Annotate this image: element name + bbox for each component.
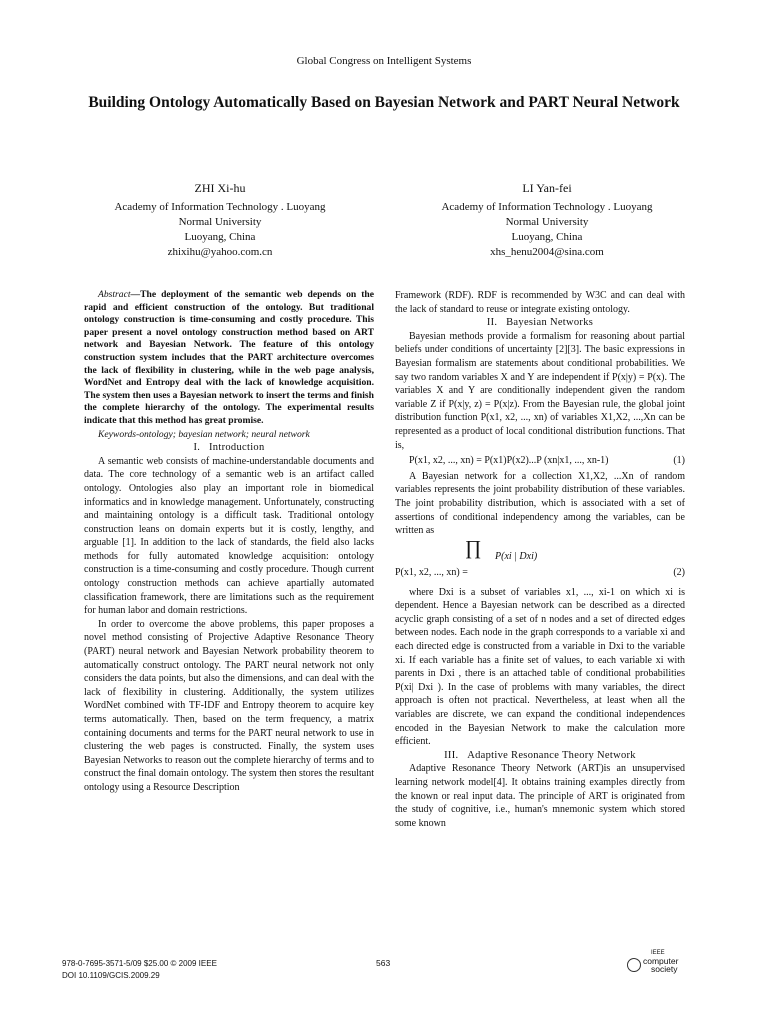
logo-text: computer society	[643, 956, 679, 974]
equation-2	[395, 536, 685, 582]
section-heading-introduction: I. Introduction	[193, 442, 265, 454]
right-column	[395, 289, 685, 830]
section-heading-bayesian: II. Bayesian Networks	[486, 317, 594, 329]
product-symbol: ∏	[465, 536, 482, 559]
author-affiliation: Academy of Information Technology . Luoyang	[441, 201, 653, 213]
author-city: Luoyang, China	[184, 231, 256, 243]
doi-line: DOI 10.1109/GCIS.2009.29	[62, 971, 160, 980]
abstract-label: Abstract	[98, 289, 131, 300]
equation-2-number: (2)	[673, 566, 685, 578]
paper-title: Building Ontology Automatically Based on Bayesian Network and PART Neural Network	[88, 94, 680, 111]
logo-ieee-text: IEEE	[651, 950, 665, 956]
author-email: zhixihu@yahoo.com.cn	[167, 246, 273, 258]
author-email: xhs_henu2004@sina.com	[490, 246, 604, 258]
equation-2-term: P(xi | Dxi)	[495, 550, 538, 562]
ieee-computer-society-logo	[625, 950, 695, 982]
bayes-paragraph-1: Bayesian methods provide a formalism for reasoning about partial beliefs under conditions of uncertainty [2][3]. The basic expressions in Bayesian formalism are statements about conditional probabilities. We say two random variables X and Y are independent if P(x|y) = P(x). The variables X and Y are conditionally independent given the random variable Z if P(x|y, z) = P(x|z). From the Bayesian rule, the global joint distribution function P(x1, x2, ..., xn) of variables X1,X2, ...,Xn can be represented as a product of local conditional distribution functions. That is,	[395, 330, 685, 451]
art-paragraph-1: Adaptive Resonance Theory Network (ART)is an unsupervised learning network model[4]. It obtains training examples directly from the known or real input data. The principle of ART is originated from the study of cognitive, i.e., human's mnemonic system which stored some known	[395, 763, 685, 829]
author-affiliation-2: Normal University	[178, 216, 262, 228]
bayes-paragraph-2: A Bayesian network for a collection X1,X2, ...Xn of random variables represents the joint probability distribution of these variables. The joint probability distribution, which is associated with a set of assertions of conditional independency among the variables, can be written as	[395, 470, 685, 537]
equation-1-number: (1)	[673, 455, 685, 467]
rdf-paragraph: Framework (RDF). RDF is recommended by W3C and can deal with the lack of standard to reuse or integrate existing ontology.	[395, 290, 685, 315]
author-city: Luoyang, China	[511, 231, 583, 243]
author-block-1	[80, 181, 360, 260]
conference-name: Global Congress on Intelligent Systems	[296, 55, 472, 67]
section-heading-art: III. Adaptive Resonance Theory Network	[444, 749, 636, 761]
globe-icon	[627, 958, 641, 972]
author-affiliation-2: Normal University	[505, 216, 589, 228]
author-affiliation: Academy of Information Technology . Luoyang	[114, 201, 326, 213]
equation-1	[395, 454, 685, 468]
bayes-paragraph-3: where Dxi is a subset of variables x1, ..., xi-1 on which xi is dependent. Hence a Bayesian network can be described as a directed acyclic graph consisting of a set of n nodes and a set of directed edges between nodes. Each node in the graph corresponds to a variable xi and each directed edge is constructed from a variable in Dxi to the variable xi. If each variable has a finite set of values, to each variable xi with parents in Dxi , there is an attached table of conditional probabilities P(xi| Dxi ). In the case of problems with many variables, the direct approach is often not practical. Nevertheless, at least when all the variables are discrete, we can expand the conditional independences encoded in the Bayesian Network to make the calculation more efficient.	[395, 586, 685, 748]
isbn-line: 978-0-7695-3571-5/09 $25.00 © 2009 IEEE	[62, 959, 217, 968]
page-number: 563	[376, 958, 391, 968]
abstract	[84, 289, 374, 428]
footer-copyright	[62, 958, 217, 982]
keywords: Keywords-ontology; bayesian network; neural network	[98, 428, 310, 440]
author-block-2	[407, 181, 687, 260]
intro-paragraph-1: A semantic web consists of machine-understandable documents and data. The core technology of a semantic web is an artifact called ontology. Ontologies also play an important role in biomedical informatics and in knowledge management. Unfortunately, constructing and maintaining ontology is a difficult task. Traditional ontology construction leans on domain experts but it is costly, lengthy, and arguable [1]. In addition to the lack of standards, the field also lacks methods for fully automated knowledge acquisition: ontology construction is a time-consuming and costly procedure. Though current ontology construction methods can achieve apartially automated classification framework, there are limitations such as the requirement for human labor and domain restrictions.	[84, 455, 374, 617]
equation-2-lhs: P(x1, x2, ..., xn) =	[395, 566, 468, 578]
left-column	[84, 289, 374, 795]
abstract-text: —The deployment of the semantic web depends on the rapid and efficient construction of the ontology. But traditional ontology construction is time-consuming and costly procedure. This paper present a novel ontology construction method based on ART network and Bayesian Network. The feature of this ontology construction system includes that the PART architecture overcomes the lack of flexibility in clustering, while in the web page analysis, WordNet and Entropy deal with the lack of knowledge acquisition. The system then uses a Bayesian network to insert the terms and finish the complete hierarchy of the ontology. The experimental results indicate that this method has great promise.	[84, 289, 374, 426]
author-name: LI Yan-fei	[522, 181, 572, 195]
author-name: ZHI Xi-hu	[194, 181, 246, 195]
intro-paragraph-2: In order to overcome the above problems, this paper proposes a novel method consisting of Projective Adaptive Resonance Theory (PART) neural network and Bayesian Network probability theorem to automatically construct ontology. The PART neural network not only considers the data points, but also the dimensions, and can deal with the lack of flexibility in clustering. Additionally, the system utilizes WordNet combined with TF-IDF and Entropy theorem to acquire key terms automatically. Then, based on the term frequency, a matrix containing documents and terms for the PART neural network to use in clustering the web pages is constructed. Finally, the system uses Bayesian Networks to reason out the complete hierarchy of terms and to construct the final domain ontology. The system then stores the resultant ontology using a Resource Description	[84, 618, 374, 793]
equation-1-body: P(x1, x2, ..., xn) = P(x1)P(x2)...P (xn|x1, ..., xn-1)	[409, 455, 609, 467]
